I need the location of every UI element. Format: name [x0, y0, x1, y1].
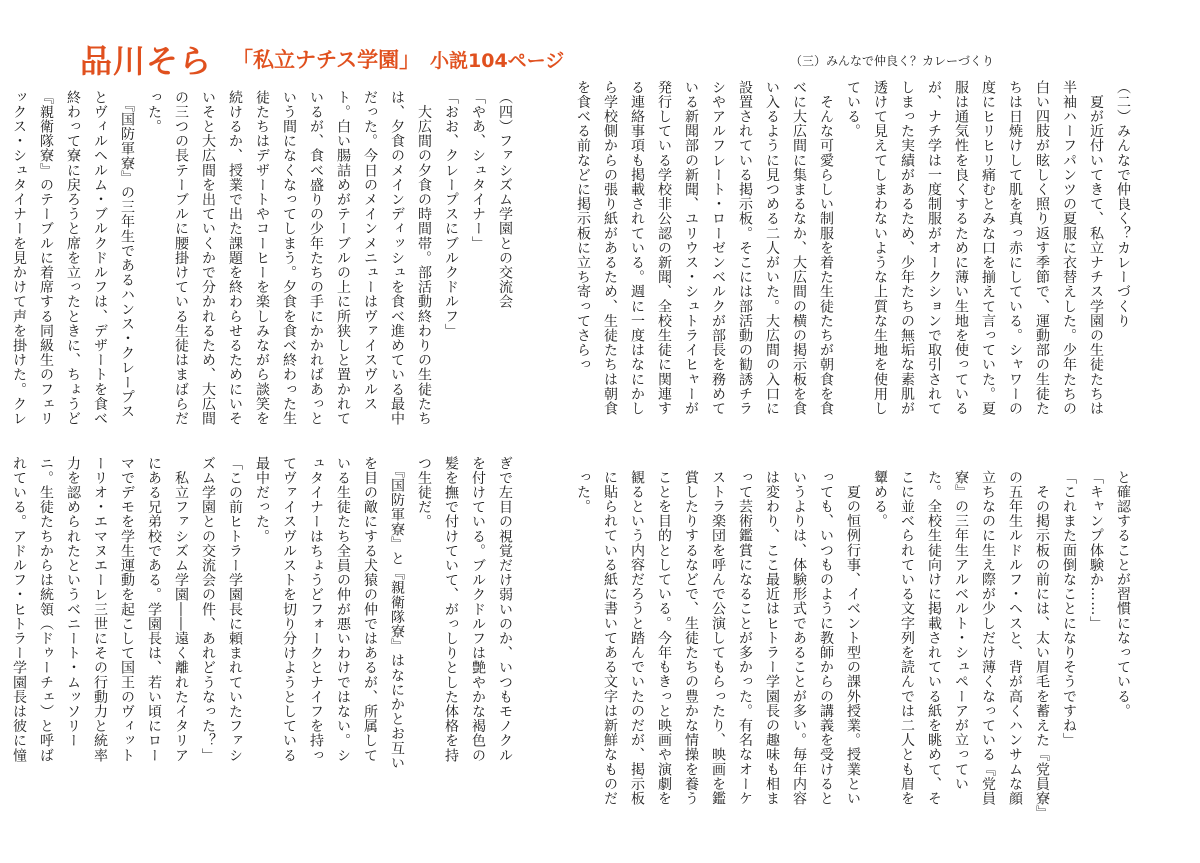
book-title: 「私立ナチス学園」 — [232, 48, 421, 72]
paragraph: 『国防軍寮』と『親衛隊寮』はなにかとお互いを目の敵にする犬猿の仲ではあるが、所属している生徒たち全員の仲が悪いわけではない。シュタイナーはちょうどフォークとナイフを持ってヴァイスヴルストを切り分けようとしている最中だった。 — [254, 456, 405, 771]
paragraph: 大広間の夕食の時間帯。部活動終わりの生徒たちは、夕食のメインディッシュを食べ進めている最中だった。今日のメインメニューはヴァイスヴルスト。白い腸詰めがテーブルの上に所狭しと置かれているが、食べ盛りの少年たちの手にかかればあっという間になくなってしまう。夕食を食べ終わった生徒たちはデザートやコーヒーを楽しみながら談笑を続けるか、授業で出た課題を終わらせるためにいそいそと大広間を出ていくかで分かれるため、大広間の三つの長テーブルに腰掛けている生徒はまばらだった。 — [146, 90, 432, 426]
running-head: （三）みんなで仲良く？カレーづくり — [790, 54, 995, 68]
dialogue-line: 「キャンプ体験か……」 — [1088, 470, 1104, 631]
left-page-bottom-text — [11, 456, 518, 774]
section-heading: （二）みんなで仲良く？カレーづくり — [1115, 80, 1131, 329]
paragraph: そんな可愛らしい制服を着た生徒たちが朝食を食べに大広間に集まるなか、大広間の横の掲示板を食い入るように見つめる二人がいた。大広間の入口に設置されている掲示板。そこには部活動の勧誘チラシやアルフレート・ローゼンベルクが部長を務めている新聞部の新聞、ユリウス・シュトライヒャーが発行している学校非公認の新聞、全校生徒に関連する連絡事項も掲載されている。週に一度はなにかしら学校側からの張り紙があるため、生徒たちは朝食を食べる前などに掲示板に立ち寄ってさらっ — [575, 80, 834, 416]
paragraph: 『国防軍寮』の三年生であるハンス・クレープスとヴィルヘルム・ブルクドルフは、デザートを食べ終わって寮に戻ろうと席を立ったときに、ちょうど『親衛隊寮』のテーブルに着席する同級生のフェリックス・シュタイナーを見かけて声を掛けた。クレ — [11, 90, 135, 426]
paragraph: ぎで左目の視覚だけ弱いのか、いつもモノクルを付けている。ブルクドルフは艶やかな褐色の髪を撫で付けていて、がっしりとした体格を持つ生徒だ。 — [416, 456, 513, 763]
dialogue-line: 「この前ヒトラー学園長に頼まれていたファシズム学園との交流会の件、あれどうなった？」 — [200, 456, 243, 763]
paragraph: その掲示板の前には、太い眉毛を蓄えた『党員寮』の五年生ルドルフ・ヘスと、背が高くハンサムな顔立ちなのに生え際が少しだけ薄くなっている『党員寮』の三年生アルベルト・シュペーアが立っていた。全校生徒向けに掲載されている紙を眺めて、そこに並べられている文字列を読んでは二人とも眉を顰める。 — [872, 470, 1050, 814]
paragraph: 私立ファシズム学園――遠く離れたイタリアにある兄弟校である。学園長は、若い頃にローマでデモを学生運動を起こして国王のヴィットーリオ・エマヌエーレ三世にその行動力と統率力を認められたというベニート・ムッソリーニ。生徒たちからは統領（ドゥーチェ）と呼ばれている。アドルフ・ヒトラー学園長は彼に憧 — [11, 456, 189, 763]
right-page-top-text — [575, 80, 1136, 426]
left-page-top-text — [11, 90, 518, 426]
paragraph: 夏が近付いてきて、私立ナチス学園の生徒たちは半袖ハーフパンツの夏服に衣替えした。少年たちの白い四肢が眩しく照り返す季節で、運動部の生徒たちは日焼けして肌を真っ赤にしている。シャワーの度にヒリヒリ痛むとみな口を揃えて言っていた。夏服は通気性を良くするために薄い生地を使っているが、ナチ学は一度制服がオークションで取引されてしまった実績があるため、少年たちの無垢な素肌が透けて見えてしまわないような上質な生地を使用している。 — [845, 80, 1104, 416]
section-heading: （四）ファシズム学園との交流会 — [497, 90, 513, 309]
dialogue-line: 「これまた面倒なことになりそうですね」 — [1061, 470, 1077, 748]
page-reference: 小説104ページ — [430, 50, 565, 72]
right-page-bottom-text — [575, 470, 1136, 816]
paragraph: と確認することが習慣になっている。 — [1115, 470, 1131, 719]
dialogue-line: 「おお、クレープスにブルクドルフ」 — [443, 90, 459, 339]
paragraph: 夏の恒例行事、イベント型の課外授業。授業といっても、いつものように教師からの講義を受けるというよりは、体験形式であることが多い。毎年内容は変わり、ここ最近はヒトラー学園長の趣味も相まって芸術鑑賞になることが多かった。有名なオーケストラ楽団を呼んで公演してもらったり、映画を鑑賞したりするなどで、生徒たちの豊かな情操を養うことを目的としている。今年もきっと映画や演劇を観るという内容だろうと踏んでいたのだが、掲示板に貼られている紙に書いてある文字は新鮮なものだった。 — [575, 470, 861, 806]
author-name: 品川そら — [80, 42, 213, 80]
dialogue-line: 「やあ、シュタイナー」 — [470, 90, 486, 251]
